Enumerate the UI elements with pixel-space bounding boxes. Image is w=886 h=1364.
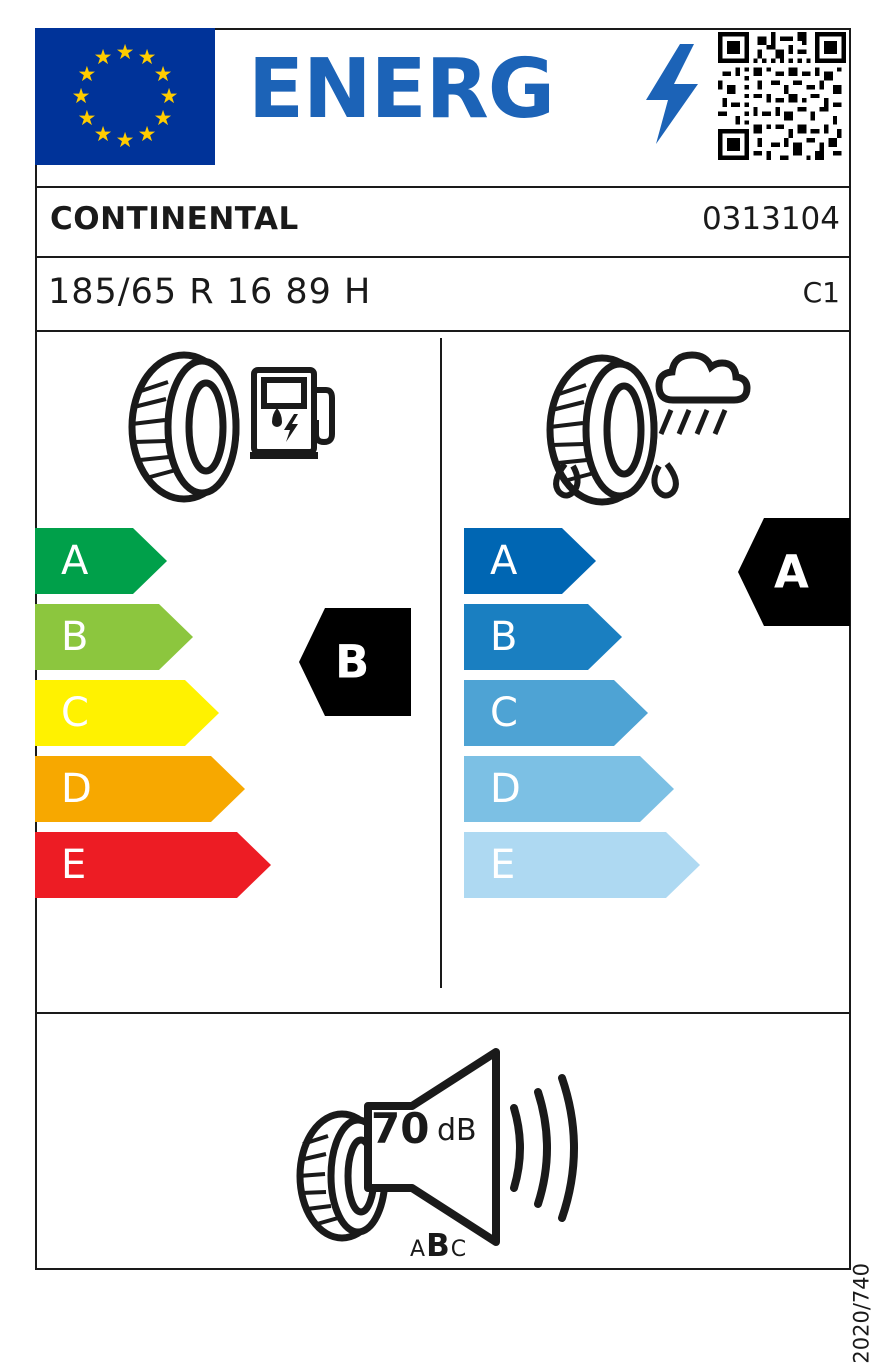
wet-grade-a xyxy=(464,528,596,594)
wet-grade-row xyxy=(464,756,700,832)
eu-star-icon: ★ xyxy=(93,121,113,146)
wet-grade-c xyxy=(464,680,648,746)
qr-code-icon xyxy=(718,32,846,160)
fuel-grade-letter: C xyxy=(61,690,89,736)
noise-class-b: B xyxy=(426,1228,451,1264)
eu-star-icon: ★ xyxy=(137,45,157,70)
fuel-pump-icon xyxy=(250,370,332,459)
wet-grade-row xyxy=(464,832,700,908)
eu-stars xyxy=(35,28,215,165)
eu-star-icon: ★ xyxy=(77,61,97,86)
regulation-number: 2020/740 xyxy=(850,1263,874,1364)
fuel-grade-e xyxy=(35,832,271,898)
eu-star-icon: ★ xyxy=(115,127,135,152)
label-border-bottom xyxy=(35,1268,851,1270)
noise-class-a: A xyxy=(410,1237,427,1262)
product-code: 0313104 xyxy=(701,201,840,237)
eu-flag-icon xyxy=(35,28,215,165)
wet-rating-letter: A xyxy=(774,545,809,599)
fuel-grade-row xyxy=(35,528,271,604)
wet-grade-row xyxy=(464,604,700,680)
wet-grade-letter: D xyxy=(490,766,521,812)
rain-cloud-icon xyxy=(659,355,747,434)
fuel-grade-d xyxy=(35,756,245,822)
fuel-grade-letter: B xyxy=(61,614,89,660)
eu-star-icon: ★ xyxy=(159,83,179,108)
eu-star-icon: ★ xyxy=(93,45,113,70)
tyre-class: C1 xyxy=(802,276,840,309)
wet-grade-letter: B xyxy=(490,614,518,660)
divider-3 xyxy=(35,330,851,332)
fuel-grade-letter: A xyxy=(61,538,89,584)
wet-grade-d xyxy=(464,756,674,822)
eu-star-icon: ★ xyxy=(153,105,173,130)
noise-class-scale xyxy=(410,1228,467,1264)
divider-4 xyxy=(35,1012,851,1014)
fuel-grade-b xyxy=(35,604,193,670)
eu-star-icon: ★ xyxy=(115,39,135,64)
lightning-bolt-icon xyxy=(642,44,702,144)
sound-waves-icon xyxy=(514,1078,574,1218)
wet-grip-pictogram xyxy=(527,352,767,512)
noise-pictogram xyxy=(282,1046,602,1258)
noise-value: 70 xyxy=(371,1104,430,1153)
wet-grip-scale xyxy=(464,528,700,908)
fuel-grade-a xyxy=(35,528,167,594)
eu-star-icon: ★ xyxy=(77,105,97,130)
energ-wordmark: ENERG xyxy=(248,42,555,137)
wet-grade-letter: C xyxy=(490,690,518,736)
wet-grade-b xyxy=(464,604,622,670)
fuel-grade-row xyxy=(35,832,271,908)
wet-grip-rating-marker xyxy=(738,518,850,626)
divider-vertical xyxy=(440,338,442,988)
tyre-icon xyxy=(550,358,654,502)
fuel-efficiency-pictogram xyxy=(124,352,334,502)
fuel-grade-c xyxy=(35,680,219,746)
fuel-rating-letter: B xyxy=(335,635,370,689)
noise-unit: dB xyxy=(437,1113,477,1148)
divider-1 xyxy=(35,186,851,188)
tyre-icon xyxy=(132,355,236,499)
eu-star-icon: ★ xyxy=(137,121,157,146)
noise-class-c: C xyxy=(450,1237,468,1262)
fuel-efficiency-scale xyxy=(35,528,271,908)
fuel-grade-row xyxy=(35,756,271,832)
eu-star-icon: ★ xyxy=(71,83,91,108)
wet-grade-row xyxy=(464,528,700,604)
wet-grade-letter: A xyxy=(490,538,518,584)
fuel-grade-letter: D xyxy=(61,766,92,812)
brand-name: CONTINENTAL xyxy=(50,201,299,237)
eu-star-icon: ★ xyxy=(153,61,173,86)
wet-grade-row xyxy=(464,680,700,756)
wet-grade-e xyxy=(464,832,700,898)
fuel-efficiency-rating-marker xyxy=(299,608,411,716)
label-border-right xyxy=(849,28,851,1270)
fuel-grade-row xyxy=(35,604,271,680)
fuel-grade-row xyxy=(35,680,271,756)
tyre-size: 185/65 R 16 89 H xyxy=(48,272,372,312)
divider-2 xyxy=(35,256,851,258)
fuel-grade-letter: E xyxy=(61,842,87,888)
wet-grade-letter: E xyxy=(490,842,516,888)
